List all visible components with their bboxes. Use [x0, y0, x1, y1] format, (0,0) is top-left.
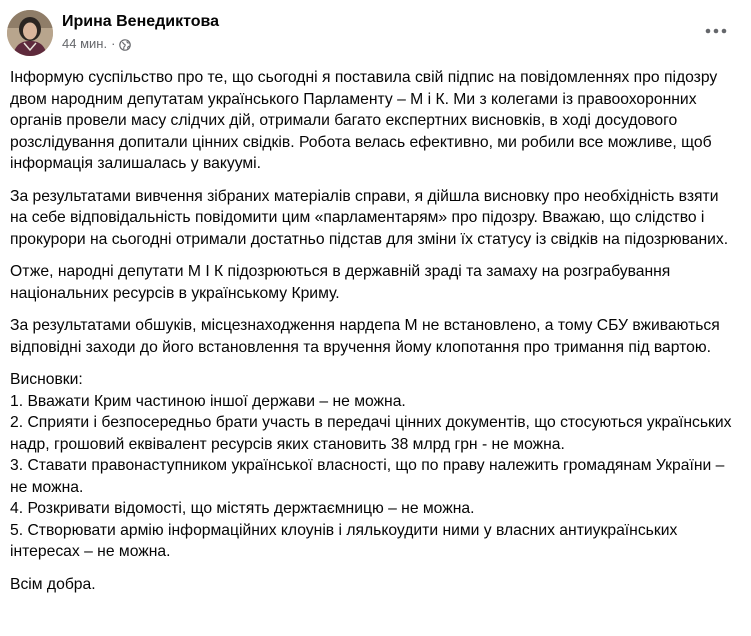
author-avatar[interactable] — [7, 10, 53, 56]
post-timestamp[interactable]: 44 мин. — [62, 36, 108, 51]
post-header — [0, 0, 751, 62]
post-paragraph: За результатами обшуків, місцезнаходження нардепа М не встановлено, а тому СБУ вживаються відповідні заходи до його встановлення та вручення йому клопотання про тримання під вартою. — [10, 317, 720, 356]
post-text — [10, 67, 738, 606]
globe-icon[interactable] — [119, 38, 131, 50]
post-conclusions-list: Висновки: 1. Вважати Крим частиною іншої держави – не можна. 2. Сприяти і безпосередньо брати участь в передачі цінних документів, що стосуються українських надр, грошовий еквівалент ресурсів яких становить 38 млрд грн - не можна. 3. Ставати правонаступником української власності, що по праву належить громадянам України – не можна. 4. Розкривати відомості, що містять держтаємницю – не можна. 5. Створювати армію інформаційних клоунів і лялькоудити ними у власних антиукраїнських інтересах – не можна. — [10, 371, 732, 560]
post-closing: Всім добра. — [10, 575, 96, 593]
post-meta — [62, 35, 131, 53]
meta-separator: · — [111, 36, 116, 51]
profile-photo-icon — [7, 10, 53, 56]
author-name[interactable]: Ирина Венедиктова — [62, 13, 220, 30]
post-paragraph: Інформую суспільство про те, що сьогодні я поставила свій підпис на повідомленнях про підозру двом народним депутатам українського Парламенту – М і К. Ми з колегами із правоохоронних органів провели масу слідчих дій, отримали багато експертних висновків, в ході досудового розслідування допитали цінних свідків. Робота велась ефективно, ми робили все можливе, щоб інформація залишалась у вакуумі. — [10, 69, 718, 172]
post-paragraph: Отже, народні депутати М І К підозрюються в державній зраді та замаху на розграбування національних ресурсів в українському Криму. — [10, 263, 671, 302]
post-paragraph: За результатами вивчення зібраних матеріалів справи, я дійшла висновку про необхідність взяти на себе відповідальність повідомити цим «парламентарям» про підозру. Вважаю, що слідство і прокурори на сьогодні отримали достатньо підстав для зміни їх статусу із свідків на підозрюваних. — [10, 187, 729, 248]
more-horizontal-icon — [705, 28, 727, 34]
post-options-button[interactable] — [698, 16, 734, 46]
